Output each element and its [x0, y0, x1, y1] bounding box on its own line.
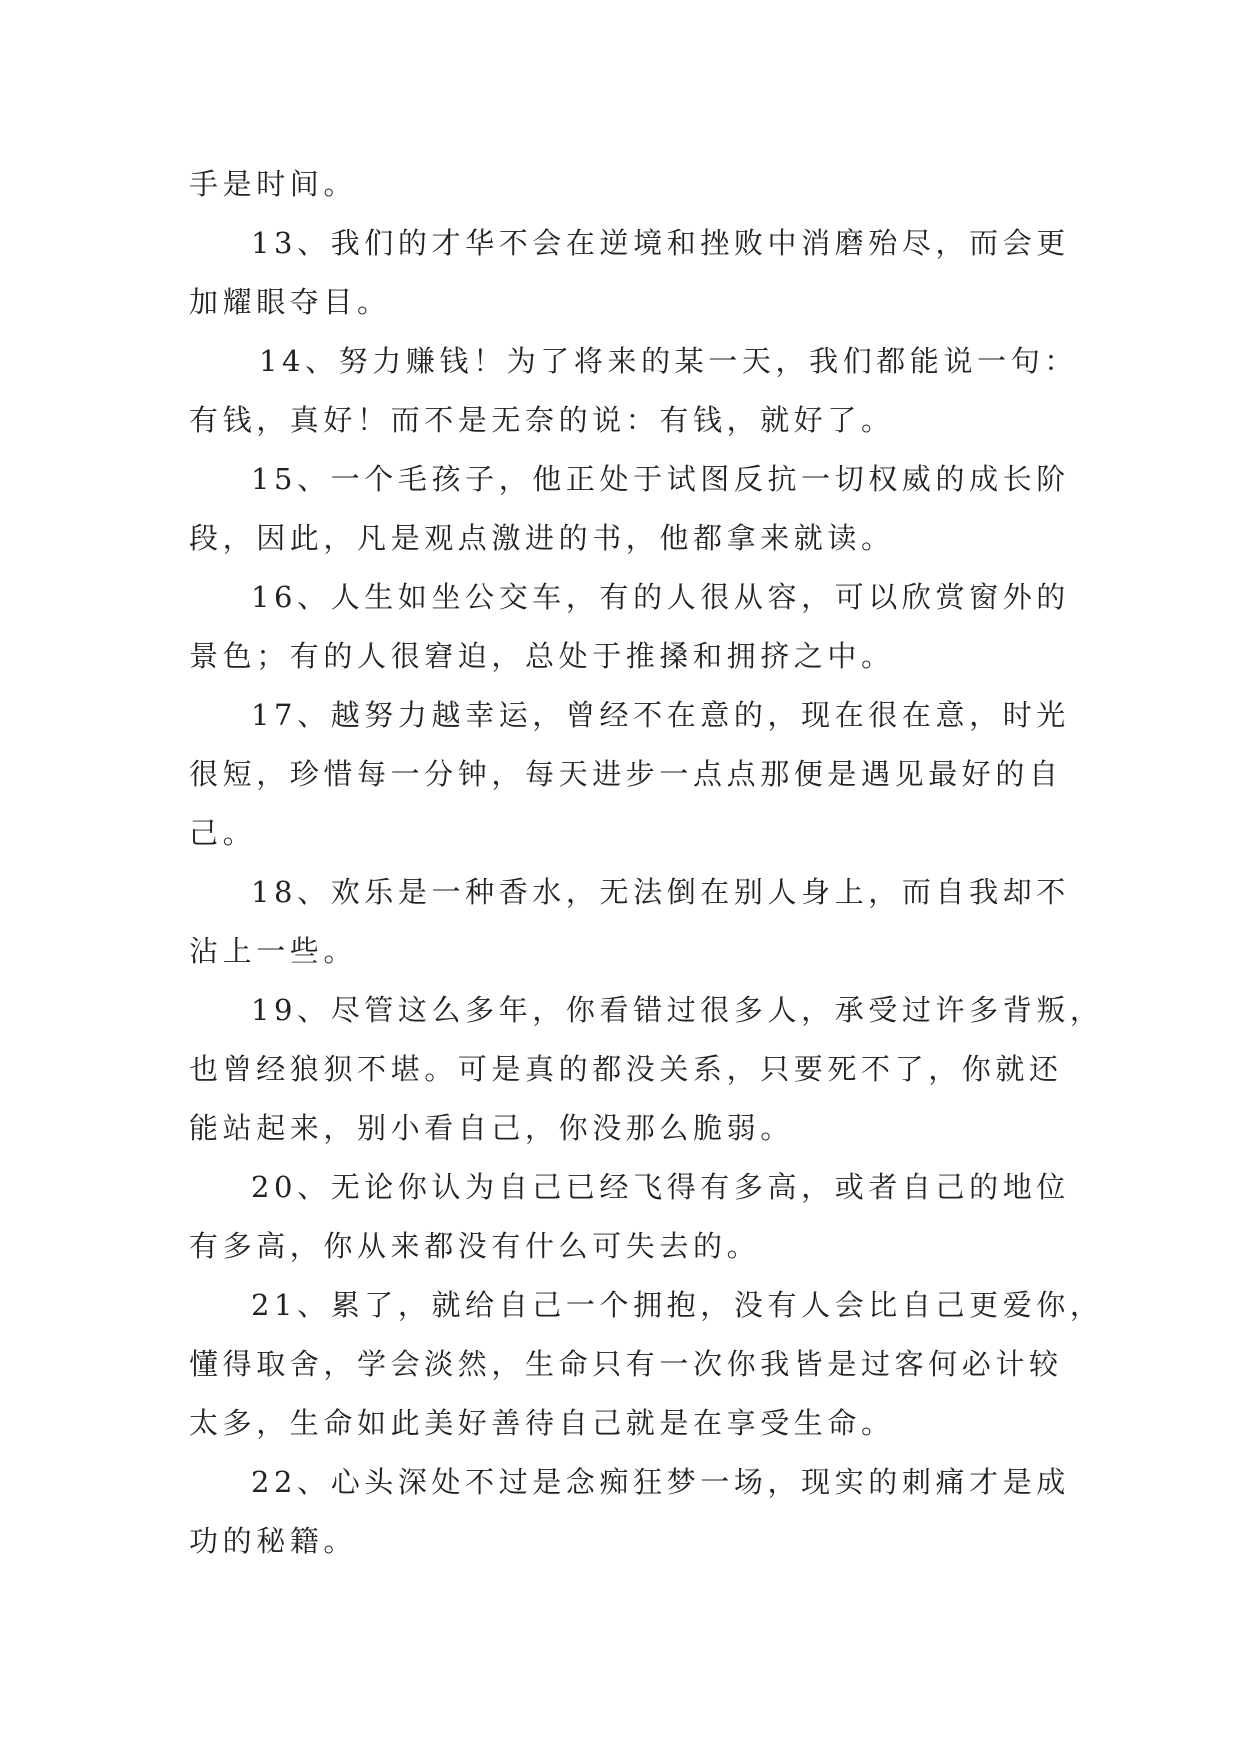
paragraph-18 — [189, 863, 1070, 981]
text-line: 16、人生如坐公交车，有的人很从容，可以欣赏窗外的 — [251, 580, 1070, 614]
text-line: 段，因此，凡是观点激进的书，他都拿来就读。 — [189, 521, 895, 555]
text-line: 14、努力赚钱！为了将来的某一天，我们都能说一句： — [259, 344, 1078, 378]
text-line: 22、心头深处不过是念痴狂梦一场，现实的刺痛才是成 — [251, 1465, 1070, 1499]
paragraph-13 — [189, 214, 1070, 332]
paragraph-14 — [189, 332, 1078, 450]
paragraph-15 — [189, 450, 1070, 568]
text-line: 15、一个毛孩子，他正处于试图反抗一切权威的成长阶 — [251, 462, 1070, 496]
text-line: 手是时间。 — [189, 167, 358, 201]
paragraph-continuation — [189, 155, 1059, 214]
text-line: 景色；有的人很窘迫，总处于推搡和拥挤之中。 — [189, 639, 895, 673]
text-line: 懂得取舍，学会淡然，生命只有一次你我皆是过客何必计较 — [189, 1347, 1063, 1381]
document-body — [189, 155, 1104, 1571]
paragraph-19 — [189, 981, 1104, 1158]
paragraph-21 — [189, 1276, 1104, 1453]
text-line: 也曾经狼狈不堪。可是真的都没关系，只要死不了，你就还 — [189, 1052, 1063, 1086]
paragraph-17 — [189, 686, 1070, 863]
paragraph-20 — [189, 1158, 1070, 1276]
text-line: 加耀眼夺目。 — [189, 285, 391, 319]
text-line: 20、无论你认为自己已经飞得有多高，或者自己的地位 — [251, 1170, 1070, 1204]
text-line: 18、欢乐是一种香水，无法倒在别人身上，而自我却不 — [251, 875, 1070, 909]
text-line: 太多，生命如此美好善待自己就是在享受生命。 — [189, 1406, 895, 1440]
paragraph-22 — [189, 1453, 1070, 1571]
text-line: 沾上一些。 — [189, 934, 358, 968]
text-line: 功的秘籍。 — [189, 1524, 358, 1558]
paragraph-16 — [189, 568, 1070, 686]
text-line: 己。 — [189, 816, 257, 850]
text-line: 有多高，你从来都没有什么可失去的。 — [189, 1229, 761, 1263]
text-line: 很短，珍惜每一分钟，每天进步一点点那便是遇见最好的自 — [189, 757, 1063, 791]
text-line: 21、累了，就给自己一个拥抱，没有人会比自己更爱你， — [251, 1288, 1104, 1322]
text-line: 17、越努力越幸运，曾经不在意的，现在很在意，时光 — [251, 698, 1070, 732]
text-line: 19、尽管这么多年，你看错过很多人，承受过许多背叛， — [251, 993, 1104, 1027]
text-line: 能站起来，别小看自己，你没那么脆弱。 — [189, 1111, 794, 1145]
text-line: 有钱，真好！而不是无奈的说：有钱，就好了。 — [189, 403, 895, 437]
text-line: 13、我们的才华不会在逆境和挫败中消磨殆尽，而会更 — [251, 226, 1070, 260]
